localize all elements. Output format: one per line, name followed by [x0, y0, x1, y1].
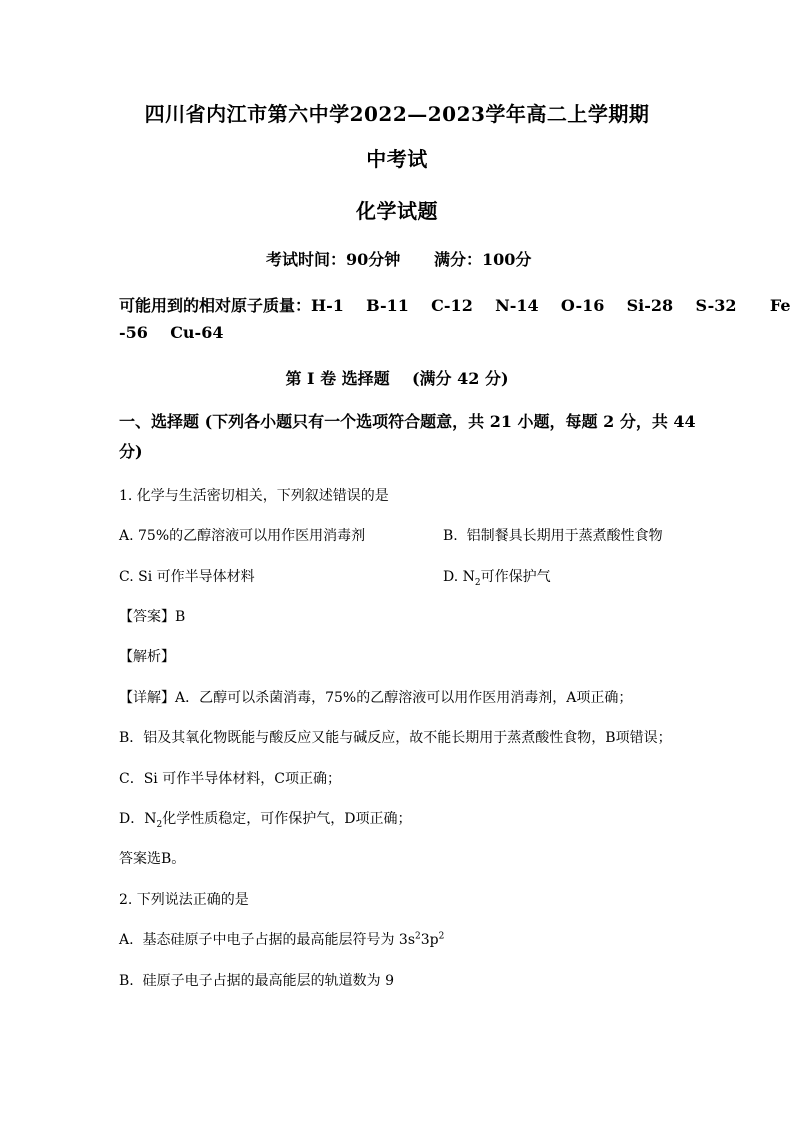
question-2-stem: 2. 下列说法正确的是 [119, 892, 249, 908]
exam-title-line-1: 四川省内江市第六中学2022—2023学年高二上学期期 [144, 102, 650, 126]
full-score: 满分：100分 [434, 250, 532, 269]
question-1-detail-a: 【详解】A．乙醇可以杀菌消毒，75%的乙醇溶液可以用作医用消毒剂，A项正确； [119, 690, 633, 706]
question-1-option-d: D. $N_2$可作保护气 [443, 569, 551, 588]
question-2-option-b: B. 硅原子电子占据的最高能层的轨道数为 9 [119, 973, 394, 989]
subject-title: 化学试题 [356, 199, 438, 223]
atomic-mass-line-1: 可能用到的相对原子质量：H-1 B-11 C-12 N-14 O-16 Si-28 S-32 Fe [119, 296, 791, 315]
question-1-detail-b: B．铝及其氧化物既能与酸反应又能与碱反应，故不能长期用于蒸煮酸性食物，B项错误； [119, 730, 672, 746]
question-1-option-a: A. 75%的乙醇溶液可以用作医用消毒剂 [119, 528, 366, 544]
question-1-answer: 【答案】B [119, 609, 186, 625]
exam-time: 考试时间：90分钟 [266, 250, 401, 269]
question-1-option-b: B. 铝制餐具长期用于蒸煮酸性食物 [443, 528, 663, 544]
question-1-detail-d: D．$N_2$化学性质稳定，可作保护气，D项正确； [119, 811, 412, 830]
question-2-option-a: A. 基态硅原子中电子占据的最高能层符号为 $3s^23p^2$ [119, 931, 445, 948]
question-1-stem: 1. 化学与生活密切相关，下列叙述错误的是 [119, 488, 389, 504]
part-title: 第 I 卷 选择题 (满分 42 分) [285, 369, 509, 388]
question-1-detail-c: C．Si 可作半导体材料，C项正确； [119, 771, 341, 787]
question-1-conclusion: 答案选B。 [119, 851, 186, 867]
question-1-option-c: C. Si 可作半导体材料 [119, 569, 255, 585]
instructions-line-1: 一、选择题 (下列各小题只有一个选项符合题意，共 21 小题，每题 2 分，共 44 [119, 412, 696, 431]
question-1-analysis-label: 【解析】 [119, 649, 175, 665]
instructions-line-2: 分) [119, 442, 143, 461]
atomic-mass-line-2: -56 Cu-64 [119, 323, 224, 342]
exam-title-line-2: 中考试 [366, 147, 428, 171]
